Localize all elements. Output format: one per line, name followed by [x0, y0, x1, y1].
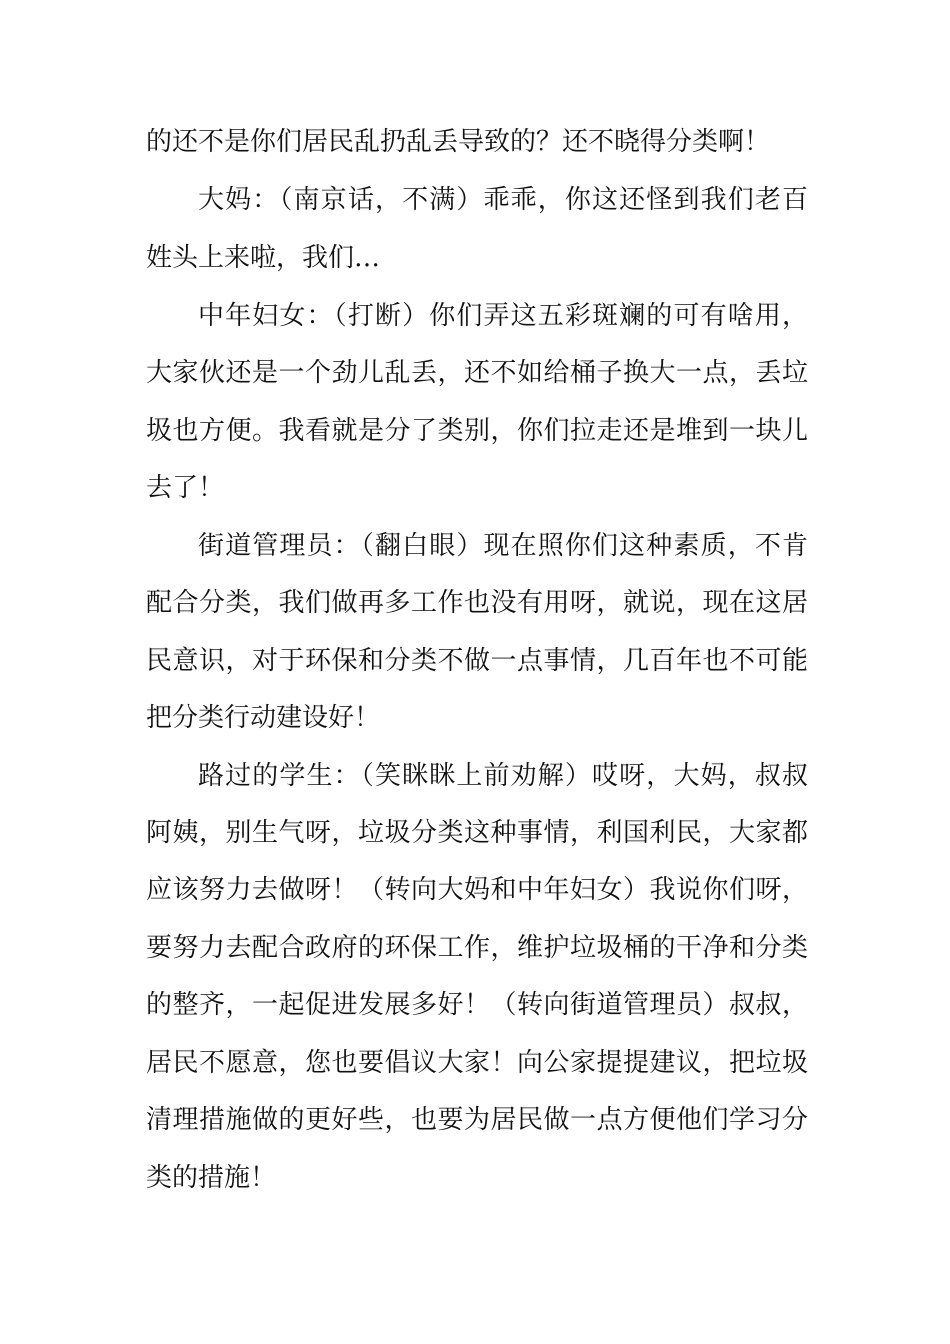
text-line: 大家伙还是一个劲儿乱丢，还不如给桶子换大一点，丢垃: [146, 358, 808, 388]
text-line: 清理措施做的更好些，也要为居民做一点方便他们学习分: [146, 1105, 808, 1135]
text-line: 圾也方便。我看就是分了类别，你们拉走还是堆到一块儿: [146, 416, 808, 446]
text-line: 中年妇女：（打断）你们弄这五彩斑斓的可有啥用，: [198, 301, 808, 331]
text-line: 的还不是你们居民乱扔乱丢导致的？还不晓得分类啊！: [146, 127, 771, 157]
text-line: 把分类行动建设好！: [146, 703, 381, 733]
text-line: 大妈：（南京话，不满）乖乖，你这还怪到我们老百: [198, 185, 808, 215]
text-line: 配合分类，我们做再多工作也没有用呀，就说，现在这居: [146, 588, 808, 618]
text-line: 姓头上来啦，我们…: [146, 243, 381, 273]
text-line: 居民不愿意，您也要倡议大家！向公家提提建议，把垃圾: [146, 1048, 808, 1078]
text-line: 民意识，对于环保和分类不做一点事情，几百年也不可能: [146, 646, 808, 676]
text-line: 类的措施！: [146, 1163, 277, 1193]
text-line: 街道管理员：（翻白眼）现在照你们这种素质，不肯: [198, 531, 808, 561]
text-line: 路过的学生：（笑眯眯上前劝解）哎呀，大妈，叔叔: [198, 761, 808, 791]
text-line: 阿姨，别生气呀，垃圾分类这种事情，利国利民，大家都: [146, 818, 808, 848]
text-line: 的整齐，一起促进发展多好！（转向街道管理员）叔叔，: [146, 990, 808, 1020]
text-line: 要努力去配合政府的环保工作，维护垃圾桶的干净和分类: [146, 933, 808, 963]
text-line: 应该努力去做呀！（转向大妈和中年妇女）我说你们呀，: [146, 875, 808, 905]
text-line: 去了！: [146, 473, 225, 503]
